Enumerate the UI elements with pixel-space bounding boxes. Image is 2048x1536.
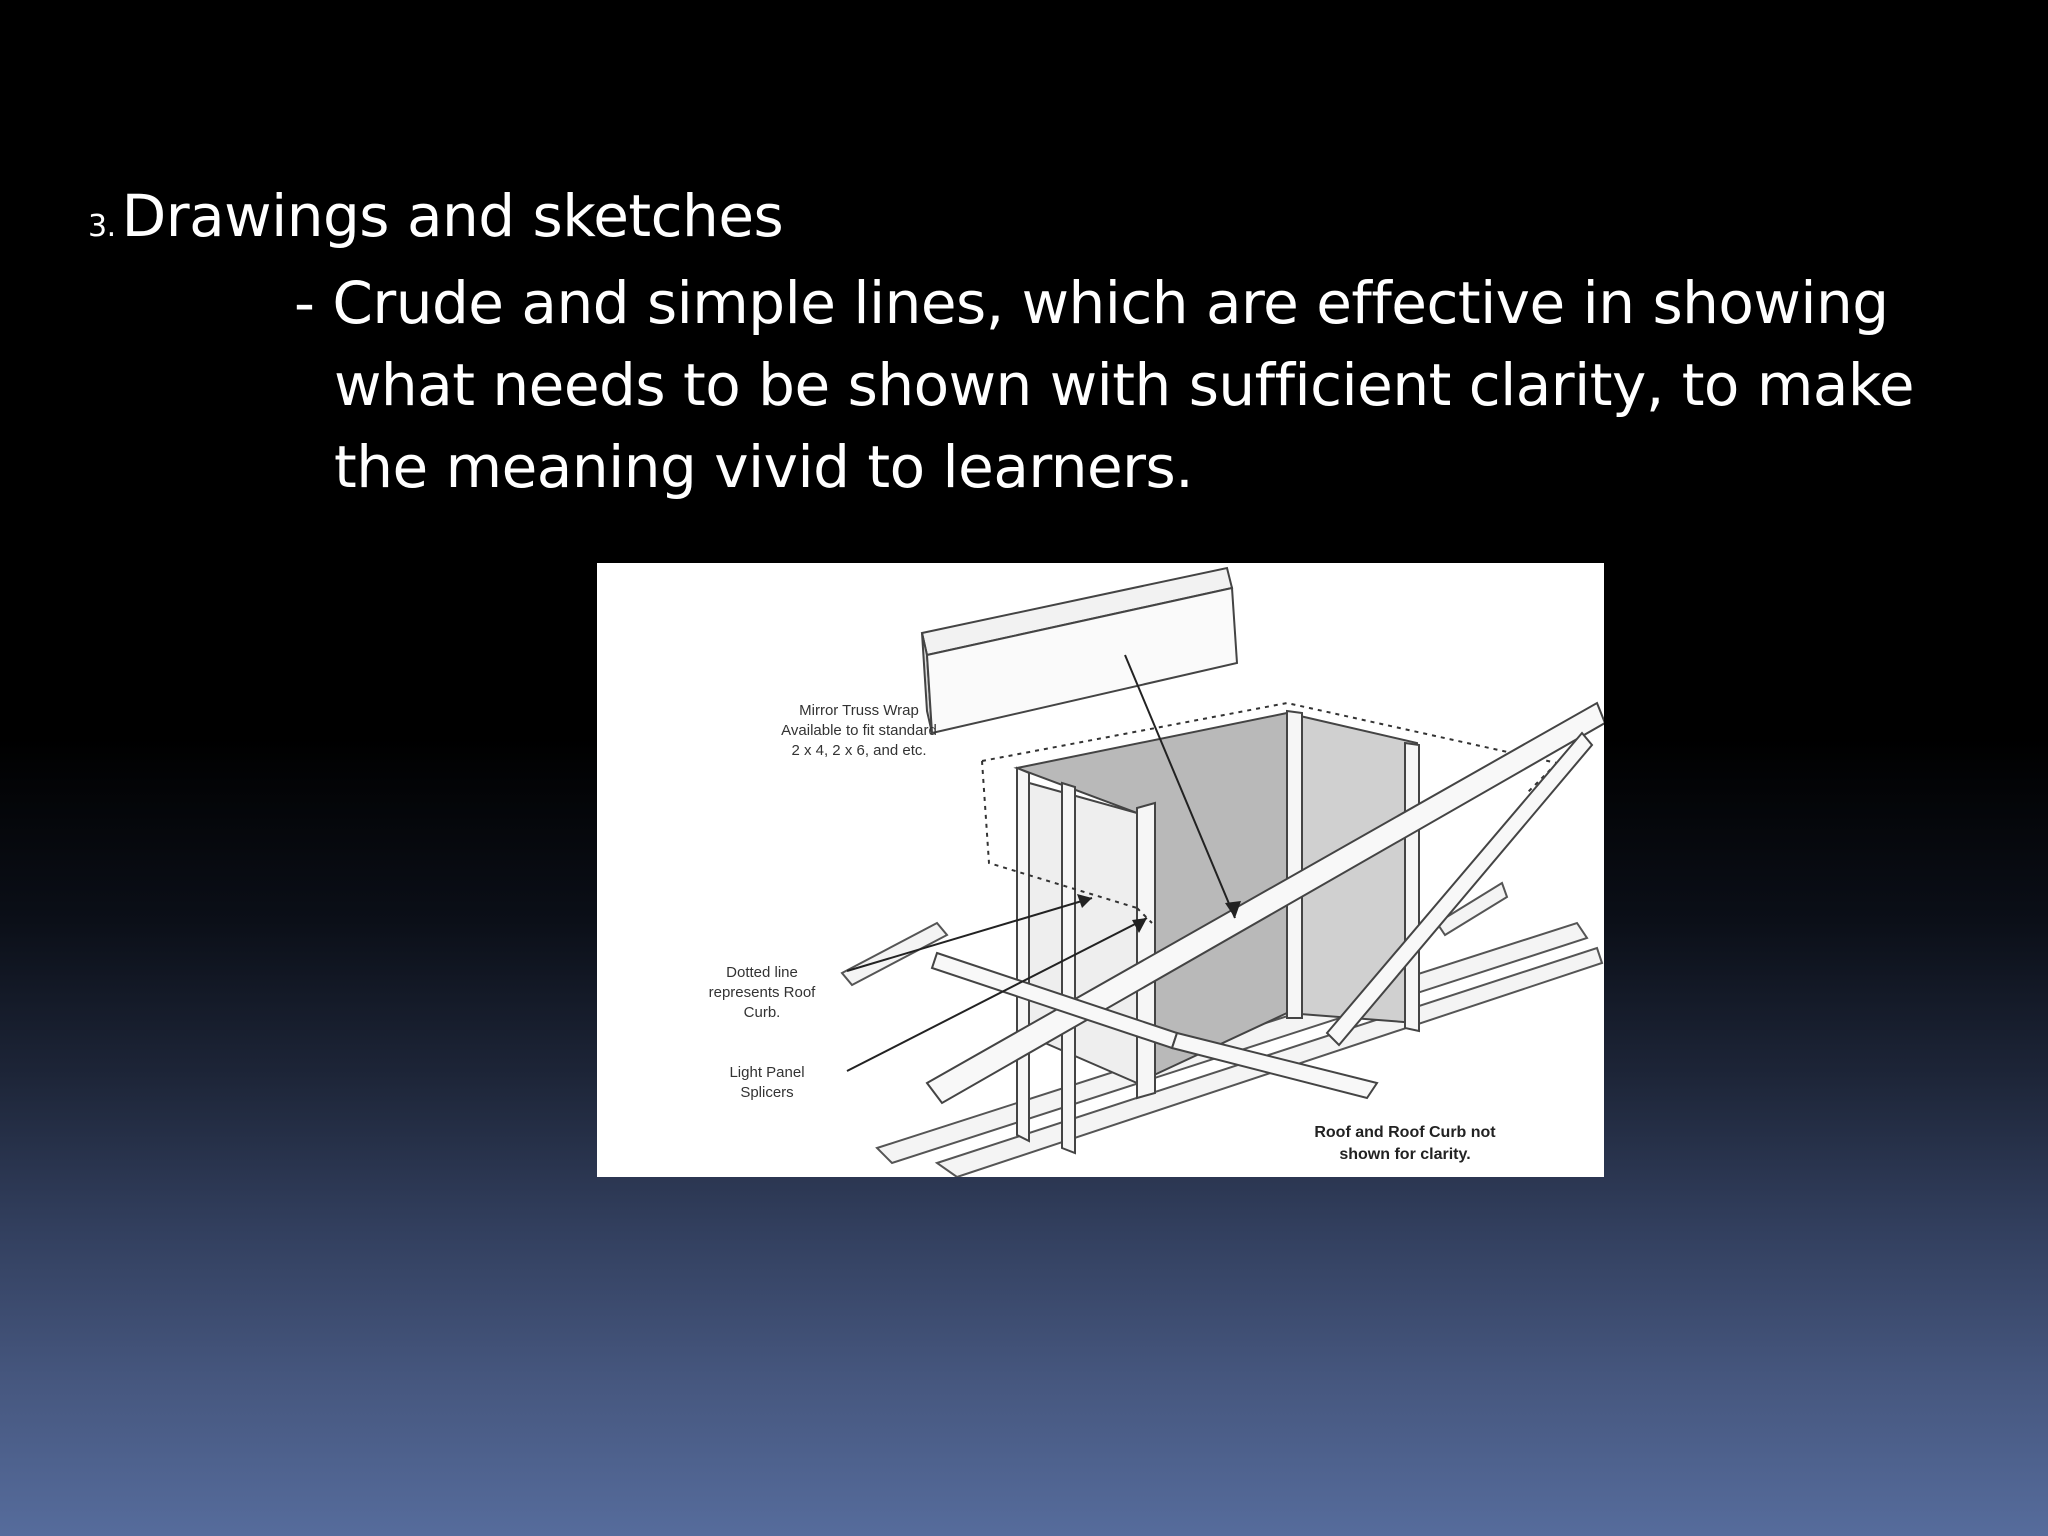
slide-heading xyxy=(88,180,783,263)
bullet-line-1: - Crude and simple lines, which are effective in showing xyxy=(294,269,1889,337)
callout-truss-line-1: Mirror Truss Wrap xyxy=(799,702,919,719)
bullet-line-2: what needs to be shown with sufficient clarity, to make xyxy=(334,351,1915,419)
callout-truss-line-3: 2 x 4, 2 x 6, and etc. xyxy=(791,742,927,759)
heading-text: Drawings and sketches xyxy=(121,182,784,250)
item-number: 3. xyxy=(88,209,116,244)
skylight-framing-diagram xyxy=(597,563,1604,1177)
callout-splicers-line-1: Light Panel xyxy=(729,1064,805,1081)
mirror-truss-wrap xyxy=(922,568,1237,733)
bullet-text xyxy=(294,262,1914,508)
callout-splicers-line-2: Splicers xyxy=(740,1084,794,1101)
callout-dotted-line-1: Dotted line xyxy=(726,964,798,981)
note-line-1: Roof and Roof Curb not xyxy=(1314,1124,1496,1141)
callout-dotted-line-3: Curb. xyxy=(743,1004,781,1021)
callout-dotted-line-2: represents Roof xyxy=(708,984,816,1001)
diagram-svg xyxy=(597,563,1604,1177)
callout-truss-line-2: Available to fit standard xyxy=(781,722,937,739)
bullet-line-3: the meaning vivid to learners. xyxy=(334,433,1194,501)
note-line-2: shown for clarity. xyxy=(1339,1146,1471,1163)
